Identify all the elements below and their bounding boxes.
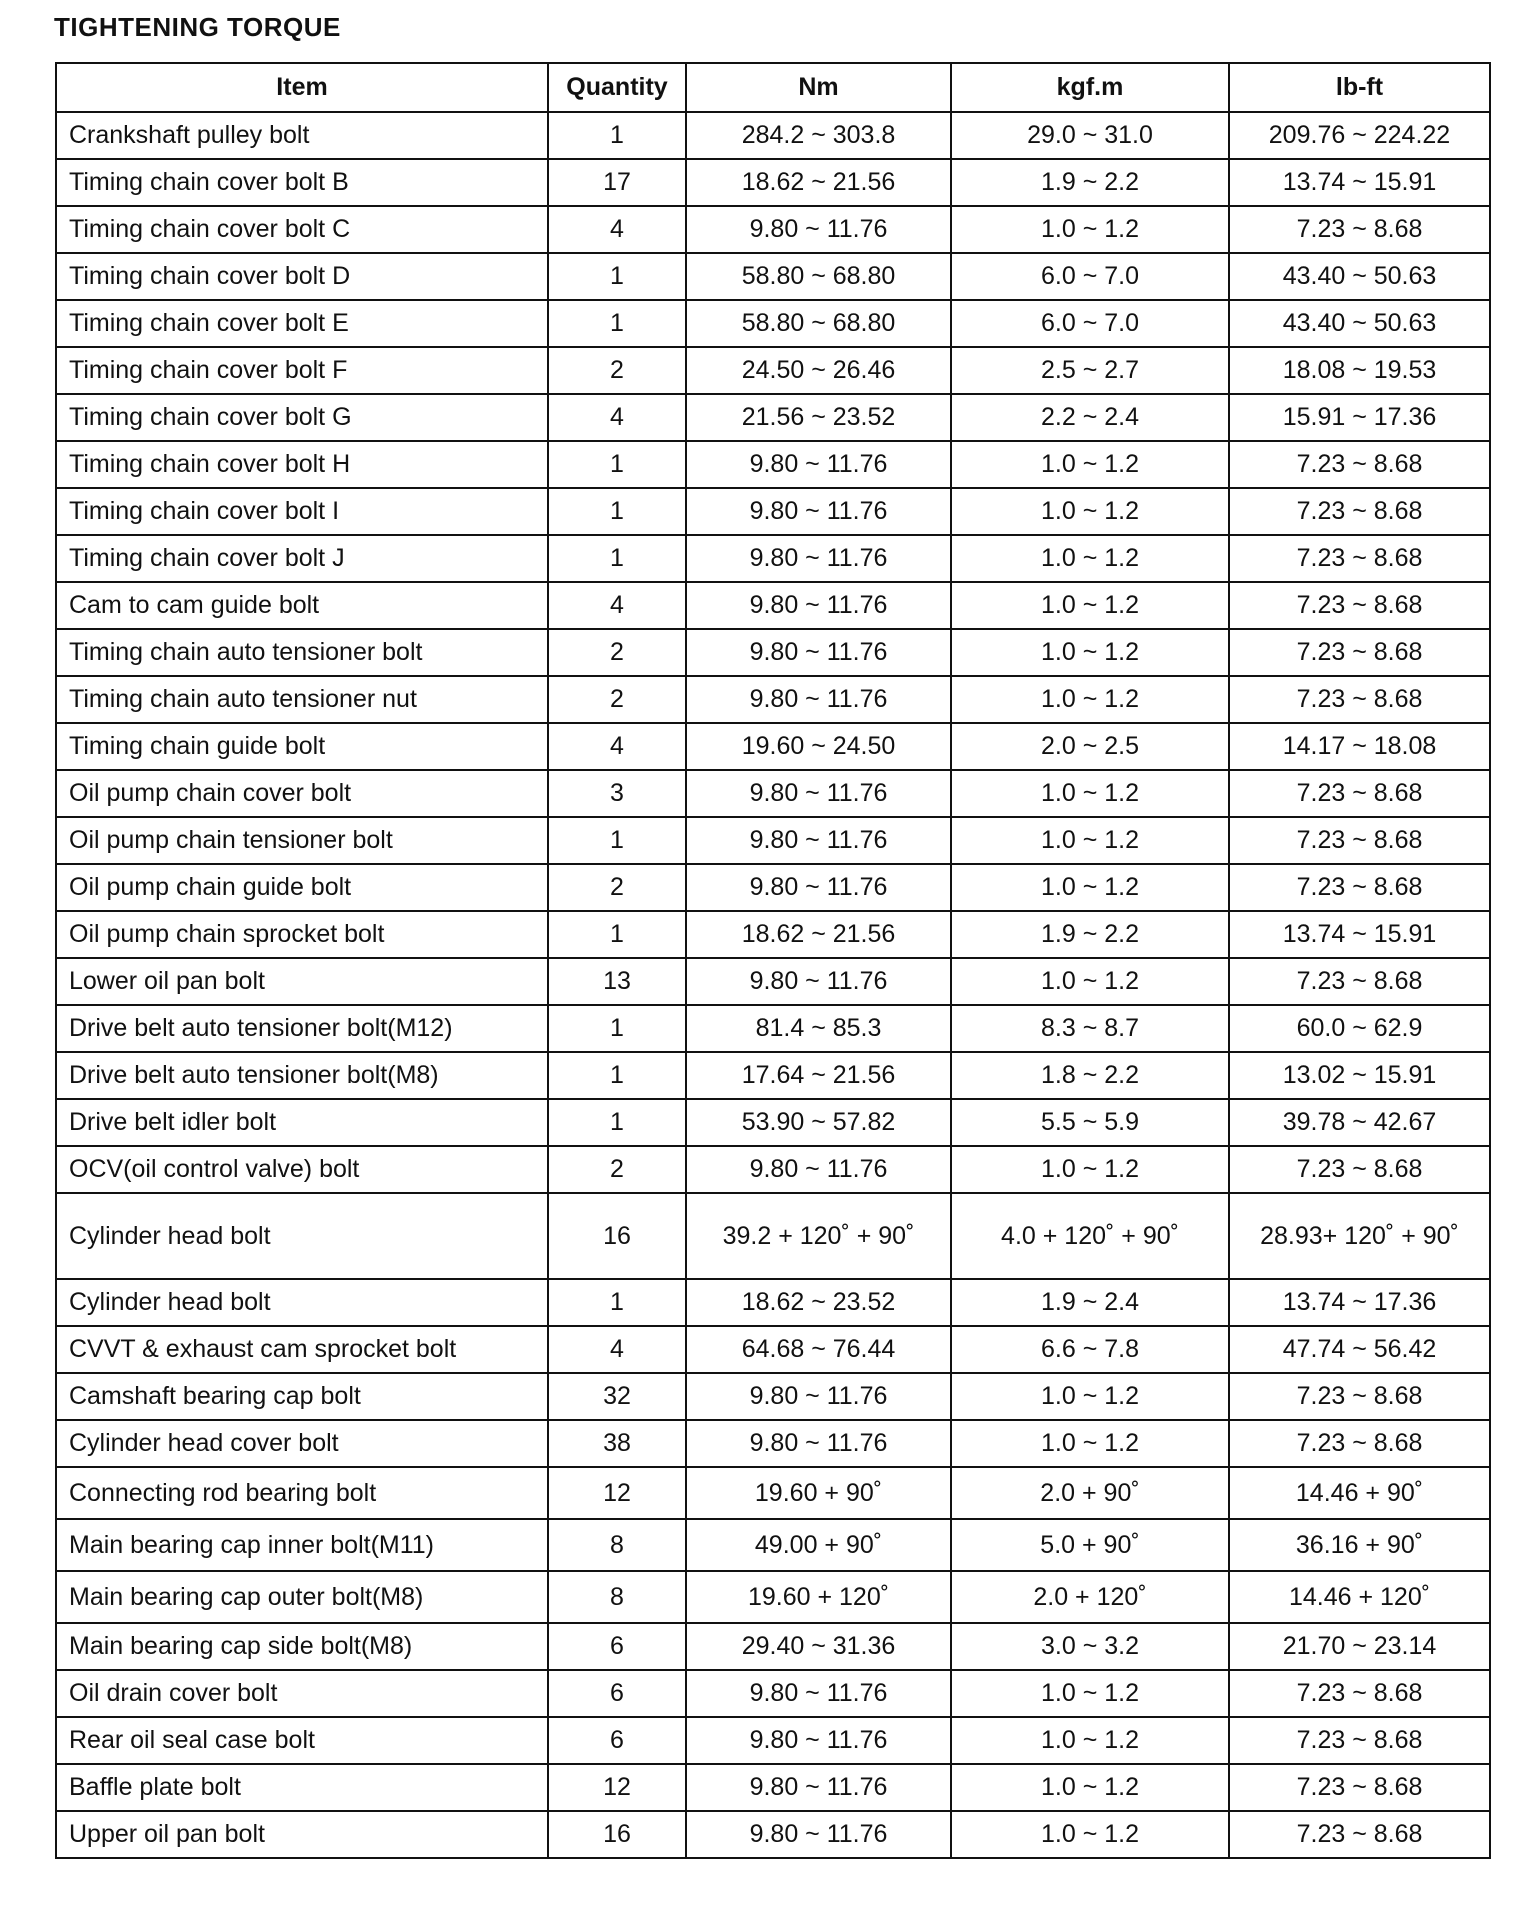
- table-row: [56, 300, 1490, 347]
- cell-lb-ft: 47.74 ~ 56.42: [1229, 1326, 1490, 1373]
- cell-quantity: 6: [548, 1670, 686, 1717]
- cell-kgf-m: 1.0 ~ 1.2: [951, 1146, 1229, 1193]
- cell-lb-ft: 18.08 ~ 19.53: [1229, 347, 1490, 394]
- cell-quantity: 1: [548, 1005, 686, 1052]
- cell-lb-ft: 13.74 ~ 17.36: [1229, 1279, 1490, 1326]
- cell-lb-ft: 28.93+ 120˚ + 90˚: [1229, 1193, 1490, 1279]
- cell-nm: 58.80 ~ 68.80: [686, 253, 951, 300]
- table-row: [56, 112, 1490, 159]
- cell-item: Drive belt auto tensioner bolt(M8): [56, 1052, 548, 1099]
- cell-item: Timing chain cover bolt D: [56, 253, 548, 300]
- cell-nm: 9.80 ~ 11.76: [686, 1717, 951, 1764]
- table-row: [56, 1764, 1490, 1811]
- table-row: [56, 535, 1490, 582]
- cell-quantity: 8: [548, 1519, 686, 1571]
- cell-quantity: 32: [548, 1373, 686, 1420]
- cell-quantity: 16: [548, 1193, 686, 1279]
- cell-quantity: 38: [548, 1420, 686, 1467]
- cell-kgf-m: 8.3 ~ 8.7: [951, 1005, 1229, 1052]
- cell-lb-ft: 7.23 ~ 8.68: [1229, 1717, 1490, 1764]
- column-header-lb-ft: lb-ft: [1229, 63, 1490, 112]
- table-row: [56, 159, 1490, 206]
- cell-kgf-m: 4.0 + 120˚ + 90˚: [951, 1193, 1229, 1279]
- cell-lb-ft: 7.23 ~ 8.68: [1229, 1670, 1490, 1717]
- cell-kgf-m: 1.0 ~ 1.2: [951, 441, 1229, 488]
- table-body: [56, 112, 1490, 1858]
- cell-nm: 18.62 ~ 23.52: [686, 1279, 951, 1326]
- cell-quantity: 4: [548, 1326, 686, 1373]
- cell-nm: 24.50 ~ 26.46: [686, 347, 951, 394]
- cell-kgf-m: 1.9 ~ 2.4: [951, 1279, 1229, 1326]
- cell-nm: 9.80 ~ 11.76: [686, 206, 951, 253]
- cell-lb-ft: 7.23 ~ 8.68: [1229, 1146, 1490, 1193]
- cell-item: Oil pump chain sprocket bolt: [56, 911, 548, 958]
- cell-quantity: 2: [548, 629, 686, 676]
- cell-lb-ft: 7.23 ~ 8.68: [1229, 206, 1490, 253]
- cell-lb-ft: 7.23 ~ 8.68: [1229, 488, 1490, 535]
- cell-kgf-m: 1.0 ~ 1.2: [951, 1420, 1229, 1467]
- table-row: [56, 723, 1490, 770]
- cell-nm: 21.56 ~ 23.52: [686, 394, 951, 441]
- column-header-item: Item: [56, 63, 548, 112]
- cell-kgf-m: 29.0 ~ 31.0: [951, 112, 1229, 159]
- cell-item: Timing chain guide bolt: [56, 723, 548, 770]
- cell-item: Crankshaft pulley bolt: [56, 112, 548, 159]
- cell-item: Cam to cam guide bolt: [56, 582, 548, 629]
- cell-kgf-m: 2.0 + 90˚: [951, 1467, 1229, 1519]
- page-title: TIGHTENING TORQUE: [54, 12, 341, 42]
- column-header-quantity: Quantity: [548, 63, 686, 112]
- cell-kgf-m: 2.5 ~ 2.7: [951, 347, 1229, 394]
- cell-item: Oil drain cover bolt: [56, 1670, 548, 1717]
- cell-kgf-m: 1.0 ~ 1.2: [951, 629, 1229, 676]
- cell-quantity: 12: [548, 1764, 686, 1811]
- cell-item: Timing chain auto tensioner nut: [56, 676, 548, 723]
- table-row: [56, 253, 1490, 300]
- table-row: [56, 1052, 1490, 1099]
- cell-nm: 9.80 ~ 11.76: [686, 864, 951, 911]
- cell-lb-ft: 7.23 ~ 8.68: [1229, 629, 1490, 676]
- torque-table: [55, 62, 1491, 1859]
- cell-nm: 64.68 ~ 76.44: [686, 1326, 951, 1373]
- cell-lb-ft: 7.23 ~ 8.68: [1229, 582, 1490, 629]
- cell-lb-ft: 43.40 ~ 50.63: [1229, 253, 1490, 300]
- cell-quantity: 6: [548, 1717, 686, 1764]
- cell-nm: 19.60 ~ 24.50: [686, 723, 951, 770]
- cell-kgf-m: 1.0 ~ 1.2: [951, 958, 1229, 1005]
- table-row: [56, 347, 1490, 394]
- cell-kgf-m: 1.9 ~ 2.2: [951, 159, 1229, 206]
- cell-quantity: 16: [548, 1811, 686, 1858]
- cell-item: Baffle plate bolt: [56, 1764, 548, 1811]
- table-row: [56, 1811, 1490, 1858]
- table-row: [56, 1146, 1490, 1193]
- cell-nm: 18.62 ~ 21.56: [686, 911, 951, 958]
- cell-lb-ft: 21.70 ~ 23.14: [1229, 1623, 1490, 1670]
- cell-nm: 9.80 ~ 11.76: [686, 1811, 951, 1858]
- cell-nm: 9.80 ~ 11.76: [686, 770, 951, 817]
- cell-lb-ft: 36.16 + 90˚: [1229, 1519, 1490, 1571]
- cell-item: Cylinder head cover bolt: [56, 1420, 548, 1467]
- cell-item: Oil pump chain tensioner bolt: [56, 817, 548, 864]
- cell-kgf-m: 1.0 ~ 1.2: [951, 206, 1229, 253]
- cell-lb-ft: 209.76 ~ 224.22: [1229, 112, 1490, 159]
- cell-lb-ft: 7.23 ~ 8.68: [1229, 1373, 1490, 1420]
- cell-nm: 17.64 ~ 21.56: [686, 1052, 951, 1099]
- cell-kgf-m: 1.0 ~ 1.2: [951, 488, 1229, 535]
- table-row: [56, 1717, 1490, 1764]
- cell-quantity: 4: [548, 394, 686, 441]
- cell-lb-ft: 13.74 ~ 15.91: [1229, 911, 1490, 958]
- cell-item: Timing chain auto tensioner bolt: [56, 629, 548, 676]
- table-row: [56, 441, 1490, 488]
- cell-item: Rear oil seal case bolt: [56, 1717, 548, 1764]
- cell-quantity: 1: [548, 1052, 686, 1099]
- cell-lb-ft: 7.23 ~ 8.68: [1229, 958, 1490, 1005]
- cell-nm: 19.60 + 90˚: [686, 1467, 951, 1519]
- cell-item: Connecting rod bearing bolt: [56, 1467, 548, 1519]
- cell-lb-ft: 13.02 ~ 15.91: [1229, 1052, 1490, 1099]
- table-row: [56, 1005, 1490, 1052]
- cell-lb-ft: 14.46 + 90˚: [1229, 1467, 1490, 1519]
- cell-kgf-m: 1.0 ~ 1.2: [951, 535, 1229, 582]
- cell-quantity: 6: [548, 1623, 686, 1670]
- cell-kgf-m: 1.0 ~ 1.2: [951, 817, 1229, 864]
- cell-nm: 9.80 ~ 11.76: [686, 535, 951, 582]
- table-row: [56, 1571, 1490, 1623]
- table-row: [56, 1467, 1490, 1519]
- cell-item: Lower oil pan bolt: [56, 958, 548, 1005]
- cell-kgf-m: 1.9 ~ 2.2: [951, 911, 1229, 958]
- table-row: [56, 1670, 1490, 1717]
- cell-lb-ft: 7.23 ~ 8.68: [1229, 535, 1490, 582]
- cell-nm: 9.80 ~ 11.76: [686, 629, 951, 676]
- column-header-kgf-m: kgf.m: [951, 63, 1229, 112]
- cell-nm: 9.80 ~ 11.76: [686, 676, 951, 723]
- table-row: [56, 676, 1490, 723]
- cell-kgf-m: 1.0 ~ 1.2: [951, 1670, 1229, 1717]
- cell-nm: 9.80 ~ 11.76: [686, 441, 951, 488]
- table-row: [56, 629, 1490, 676]
- cell-nm: 9.80 ~ 11.76: [686, 1670, 951, 1717]
- cell-kgf-m: 6.0 ~ 7.0: [951, 300, 1229, 347]
- cell-nm: 9.80 ~ 11.76: [686, 488, 951, 535]
- cell-kgf-m: 6.0 ~ 7.0: [951, 253, 1229, 300]
- cell-lb-ft: 7.23 ~ 8.68: [1229, 1811, 1490, 1858]
- cell-item: Camshaft bearing cap bolt: [56, 1373, 548, 1420]
- cell-lb-ft: 43.40 ~ 50.63: [1229, 300, 1490, 347]
- cell-kgf-m: 1.0 ~ 1.2: [951, 770, 1229, 817]
- cell-quantity: 1: [548, 911, 686, 958]
- cell-kgf-m: 5.5 ~ 5.9: [951, 1099, 1229, 1146]
- cell-kgf-m: 1.0 ~ 1.2: [951, 676, 1229, 723]
- cell-lb-ft: 14.17 ~ 18.08: [1229, 723, 1490, 770]
- cell-quantity: 1: [548, 441, 686, 488]
- cell-kgf-m: 1.0 ~ 1.2: [951, 1764, 1229, 1811]
- cell-quantity: 3: [548, 770, 686, 817]
- cell-lb-ft: 15.91 ~ 17.36: [1229, 394, 1490, 441]
- cell-quantity: 13: [548, 958, 686, 1005]
- cell-nm: 9.80 ~ 11.76: [686, 958, 951, 1005]
- cell-item: Cylinder head bolt: [56, 1193, 548, 1279]
- table-row: [56, 817, 1490, 864]
- cell-lb-ft: 7.23 ~ 8.68: [1229, 1764, 1490, 1811]
- table-row: [56, 911, 1490, 958]
- cell-nm: 9.80 ~ 11.76: [686, 1764, 951, 1811]
- cell-item: Main bearing cap outer bolt(M8): [56, 1571, 548, 1623]
- cell-quantity: 1: [548, 535, 686, 582]
- cell-kgf-m: 5.0 + 90˚: [951, 1519, 1229, 1571]
- cell-item: Upper oil pan bolt: [56, 1811, 548, 1858]
- cell-kgf-m: 1.0 ~ 1.2: [951, 864, 1229, 911]
- cell-nm: 81.4 ~ 85.3: [686, 1005, 951, 1052]
- cell-nm: 9.80 ~ 11.76: [686, 1420, 951, 1467]
- cell-lb-ft: 13.74 ~ 15.91: [1229, 159, 1490, 206]
- table-row: [56, 1373, 1490, 1420]
- cell-nm: 19.60 + 120˚: [686, 1571, 951, 1623]
- cell-kgf-m: 2.0 + 120˚: [951, 1571, 1229, 1623]
- cell-item: Oil pump chain guide bolt: [56, 864, 548, 911]
- cell-quantity: 1: [548, 253, 686, 300]
- cell-lb-ft: 7.23 ~ 8.68: [1229, 770, 1490, 817]
- cell-kgf-m: 1.0 ~ 1.2: [951, 1717, 1229, 1764]
- cell-item: Cylinder head bolt: [56, 1279, 548, 1326]
- cell-quantity: 4: [548, 723, 686, 770]
- cell-lb-ft: 60.0 ~ 62.9: [1229, 1005, 1490, 1052]
- cell-lb-ft: 14.46 + 120˚: [1229, 1571, 1490, 1623]
- cell-lb-ft: 7.23 ~ 8.68: [1229, 1420, 1490, 1467]
- table-row: [56, 958, 1490, 1005]
- table-row: [56, 488, 1490, 535]
- cell-kgf-m: 1.0 ~ 1.2: [951, 1373, 1229, 1420]
- cell-kgf-m: 1.8 ~ 2.2: [951, 1052, 1229, 1099]
- cell-item: CVVT & exhaust cam sprocket bolt: [56, 1326, 548, 1373]
- cell-lb-ft: 7.23 ~ 8.68: [1229, 441, 1490, 488]
- cell-item: Timing chain cover bolt E: [56, 300, 548, 347]
- cell-item: Timing chain cover bolt G: [56, 394, 548, 441]
- cell-nm: 9.80 ~ 11.76: [686, 817, 951, 864]
- cell-item: Timing chain cover bolt B: [56, 159, 548, 206]
- cell-item: OCV(oil control valve) bolt: [56, 1146, 548, 1193]
- cell-nm: 39.2 + 120˚ + 90˚: [686, 1193, 951, 1279]
- table-row: [56, 1193, 1490, 1279]
- table-row: [56, 206, 1490, 253]
- cell-item: Drive belt auto tensioner bolt(M12): [56, 1005, 548, 1052]
- cell-quantity: 1: [548, 1279, 686, 1326]
- cell-quantity: 17: [548, 159, 686, 206]
- cell-quantity: 2: [548, 347, 686, 394]
- cell-item: Timing chain cover bolt J: [56, 535, 548, 582]
- cell-kgf-m: 1.0 ~ 1.2: [951, 582, 1229, 629]
- cell-nm: 29.40 ~ 31.36: [686, 1623, 951, 1670]
- cell-lb-ft: 7.23 ~ 8.68: [1229, 864, 1490, 911]
- cell-nm: 53.90 ~ 57.82: [686, 1099, 951, 1146]
- cell-nm: 284.2 ~ 303.8: [686, 112, 951, 159]
- cell-quantity: 12: [548, 1467, 686, 1519]
- cell-quantity: 2: [548, 1146, 686, 1193]
- cell-quantity: 4: [548, 582, 686, 629]
- cell-quantity: 1: [548, 817, 686, 864]
- cell-kgf-m: 2.2 ~ 2.4: [951, 394, 1229, 441]
- cell-item: Main bearing cap side bolt(M8): [56, 1623, 548, 1670]
- cell-item: Timing chain cover bolt F: [56, 347, 548, 394]
- cell-nm: 18.62 ~ 21.56: [686, 159, 951, 206]
- cell-item: Timing chain cover bolt C: [56, 206, 548, 253]
- column-header-nm: Nm: [686, 63, 951, 112]
- cell-quantity: 8: [548, 1571, 686, 1623]
- cell-nm: 58.80 ~ 68.80: [686, 300, 951, 347]
- cell-lb-ft: 7.23 ~ 8.68: [1229, 817, 1490, 864]
- cell-kgf-m: 1.0 ~ 1.2: [951, 1811, 1229, 1858]
- cell-quantity: 2: [548, 864, 686, 911]
- cell-kgf-m: 3.0 ~ 3.2: [951, 1623, 1229, 1670]
- table-row: [56, 864, 1490, 911]
- cell-item: Drive belt idler bolt: [56, 1099, 548, 1146]
- cell-item: Timing chain cover bolt H: [56, 441, 548, 488]
- table-row: [56, 582, 1490, 629]
- cell-kgf-m: 6.6 ~ 7.8: [951, 1326, 1229, 1373]
- cell-quantity: 4: [548, 206, 686, 253]
- cell-nm: 49.00 + 90˚: [686, 1519, 951, 1571]
- cell-item: Main bearing cap inner bolt(M11): [56, 1519, 548, 1571]
- table-row: [56, 394, 1490, 441]
- table-row: [56, 1420, 1490, 1467]
- cell-quantity: 1: [548, 112, 686, 159]
- cell-quantity: 2: [548, 676, 686, 723]
- cell-nm: 9.80 ~ 11.76: [686, 582, 951, 629]
- table-row: [56, 1519, 1490, 1571]
- table-header-row: [56, 63, 1490, 112]
- cell-lb-ft: 7.23 ~ 8.68: [1229, 676, 1490, 723]
- table-row: [56, 1623, 1490, 1670]
- cell-nm: 9.80 ~ 11.76: [686, 1373, 951, 1420]
- cell-kgf-m: 2.0 ~ 2.5: [951, 723, 1229, 770]
- table-row: [56, 1326, 1490, 1373]
- cell-quantity: 1: [548, 488, 686, 535]
- cell-item: Timing chain cover bolt I: [56, 488, 548, 535]
- cell-quantity: 1: [548, 300, 686, 347]
- table-row: [56, 1279, 1490, 1326]
- cell-item: Oil pump chain cover bolt: [56, 770, 548, 817]
- table-row: [56, 770, 1490, 817]
- cell-lb-ft: 39.78 ~ 42.67: [1229, 1099, 1490, 1146]
- cell-quantity: 1: [548, 1099, 686, 1146]
- table-row: [56, 1099, 1490, 1146]
- cell-nm: 9.80 ~ 11.76: [686, 1146, 951, 1193]
